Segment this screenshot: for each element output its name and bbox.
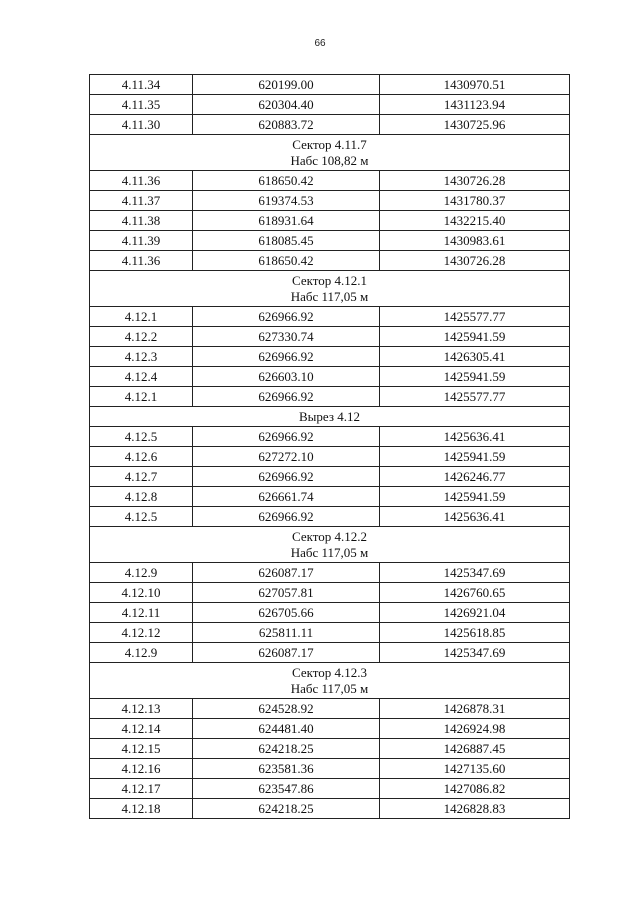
x-coordinate-cell: 618931.64 [193, 211, 380, 231]
y-coordinate-cell: 1425347.69 [380, 643, 570, 663]
y-coordinate-cell: 1430726.28 [380, 171, 570, 191]
point-id-cell: 4.12.5 [90, 507, 193, 527]
table-row [90, 75, 570, 95]
x-coordinate-cell: 626966.92 [193, 347, 380, 367]
x-coordinate-cell: 626966.92 [193, 427, 380, 447]
sector-header-cell [90, 663, 570, 699]
table-row [90, 699, 570, 719]
table-row [90, 779, 570, 799]
sector-header-row [90, 663, 570, 699]
y-coordinate-cell: 1425636.41 [380, 507, 570, 527]
table-row [90, 643, 570, 663]
point-id-cell: 4.11.35 [90, 95, 193, 115]
x-coordinate-cell: 626603.10 [193, 367, 380, 387]
x-coordinate-cell: 620304.40 [193, 95, 380, 115]
y-coordinate-cell: 1425941.59 [380, 327, 570, 347]
y-coordinate-cell: 1430983.61 [380, 231, 570, 251]
table-row [90, 307, 570, 327]
y-coordinate-cell: 1425941.59 [380, 447, 570, 467]
x-coordinate-cell: 626705.66 [193, 603, 380, 623]
x-coordinate-cell: 626966.92 [193, 307, 380, 327]
y-coordinate-cell: 1426305.41 [380, 347, 570, 367]
y-coordinate-cell: 1430725.96 [380, 115, 570, 135]
point-id-cell: 4.12.9 [90, 563, 193, 583]
point-id-cell: 4.11.30 [90, 115, 193, 135]
sector-height: Набс 117,05 м [290, 680, 369, 696]
y-coordinate-cell: 1426878.31 [380, 699, 570, 719]
x-coordinate-cell: 624218.25 [193, 799, 380, 819]
y-coordinate-cell: 1426246.77 [380, 467, 570, 487]
x-coordinate-cell: 624481.40 [193, 719, 380, 739]
y-coordinate-cell: 1425347.69 [380, 563, 570, 583]
sector-header-cell [90, 527, 570, 563]
sector-header-cell [90, 135, 570, 171]
point-id-cell: 4.12.2 [90, 327, 193, 347]
table-row [90, 251, 570, 271]
x-coordinate-cell: 619374.53 [193, 191, 380, 211]
y-coordinate-cell: 1426760.65 [380, 583, 570, 603]
sector-header-row [90, 135, 570, 171]
point-id-cell: 4.12.17 [90, 779, 193, 799]
table-row [90, 171, 570, 191]
table-row [90, 367, 570, 387]
x-coordinate-cell: 618085.45 [193, 231, 380, 251]
table-row [90, 799, 570, 819]
table-row [90, 603, 570, 623]
point-id-cell: 4.12.3 [90, 347, 193, 367]
point-id-cell: 4.12.11 [90, 603, 193, 623]
point-id-cell: 4.11.38 [90, 211, 193, 231]
table-row [90, 191, 570, 211]
y-coordinate-cell: 1431123.94 [380, 95, 570, 115]
point-id-cell: 4.12.16 [90, 759, 193, 779]
point-id-cell: 4.12.7 [90, 467, 193, 487]
table-row [90, 447, 570, 467]
x-coordinate-cell: 620883.72 [193, 115, 380, 135]
table-row [90, 719, 570, 739]
table-row [90, 467, 570, 487]
y-coordinate-cell: 1427135.60 [380, 759, 570, 779]
table-row [90, 347, 570, 367]
coordinates-table-body [90, 75, 570, 819]
table-row [90, 95, 570, 115]
y-coordinate-cell: 1425577.77 [380, 387, 570, 407]
y-coordinate-cell: 1425941.59 [380, 487, 570, 507]
y-coordinate-cell: 1432215.40 [380, 211, 570, 231]
x-coordinate-cell: 627057.81 [193, 583, 380, 603]
x-coordinate-cell: 627330.74 [193, 327, 380, 347]
x-coordinate-cell: 626966.92 [193, 387, 380, 407]
table-row [90, 231, 570, 251]
y-coordinate-cell: 1425618.85 [380, 623, 570, 643]
x-coordinate-cell: 626087.17 [193, 563, 380, 583]
point-id-cell: 4.11.39 [90, 231, 193, 251]
x-coordinate-cell: 623581.36 [193, 759, 380, 779]
point-id-cell: 4.12.1 [90, 387, 193, 407]
x-coordinate-cell: 626966.92 [193, 507, 380, 527]
y-coordinate-cell: 1426887.45 [380, 739, 570, 759]
table-row [90, 583, 570, 603]
point-id-cell: 4.12.15 [90, 739, 193, 759]
page-number: 66 [314, 38, 326, 49]
cutout-header-cell: Вырез 4.12 [90, 407, 570, 427]
table-row [90, 115, 570, 135]
x-coordinate-cell: 620199.00 [193, 75, 380, 95]
sector-header-cell [90, 271, 570, 307]
point-id-cell: 4.12.6 [90, 447, 193, 467]
x-coordinate-cell: 624218.25 [193, 739, 380, 759]
table-row [90, 327, 570, 347]
sector-title: Сектор 4.12.1 [291, 272, 367, 288]
x-coordinate-cell: 625811.11 [193, 623, 380, 643]
sector-title: Сектор 4.12.2 [291, 528, 367, 544]
y-coordinate-cell: 1430970.51 [380, 75, 570, 95]
x-coordinate-cell: 627272.10 [193, 447, 380, 467]
point-id-cell: 4.11.36 [90, 251, 193, 271]
point-id-cell: 4.12.5 [90, 427, 193, 447]
sector-header-row [90, 527, 570, 563]
sector-height: Набс 117,05 м [290, 544, 369, 560]
sector-title: Сектор 4.11.7 [292, 136, 367, 152]
y-coordinate-cell: 1430726.28 [380, 251, 570, 271]
y-coordinate-cell: 1427086.82 [380, 779, 570, 799]
table-row [90, 487, 570, 507]
point-id-cell: 4.12.13 [90, 699, 193, 719]
x-coordinate-cell: 624528.92 [193, 699, 380, 719]
point-id-cell: 4.12.12 [90, 623, 193, 643]
table-row [90, 623, 570, 643]
x-coordinate-cell: 618650.42 [193, 171, 380, 191]
table-row [90, 387, 570, 407]
point-id-cell: 4.12.4 [90, 367, 193, 387]
point-id-cell: 4.12.9 [90, 643, 193, 663]
sector-height: Набс 117,05 м [290, 288, 369, 304]
y-coordinate-cell: 1426921.04 [380, 603, 570, 623]
sector-header-row [90, 271, 570, 307]
point-id-cell: 4.12.10 [90, 583, 193, 603]
table-row [90, 507, 570, 527]
point-id-cell: 4.12.14 [90, 719, 193, 739]
sector-height: Набс 108,82 м [290, 152, 369, 168]
x-coordinate-cell: 626661.74 [193, 487, 380, 507]
x-coordinate-cell: 618650.42 [193, 251, 380, 271]
table-row [90, 563, 570, 583]
point-id-cell: 4.12.8 [90, 487, 193, 507]
y-coordinate-cell: 1425941.59 [380, 367, 570, 387]
y-coordinate-cell: 1426828.83 [380, 799, 570, 819]
x-coordinate-cell: 626966.92 [193, 467, 380, 487]
point-id-cell: 4.12.18 [90, 799, 193, 819]
table-row [90, 759, 570, 779]
cutout-header-row [90, 407, 570, 427]
table-row [90, 427, 570, 447]
y-coordinate-cell: 1431780.37 [380, 191, 570, 211]
y-coordinate-cell: 1426924.98 [380, 719, 570, 739]
point-id-cell: 4.12.1 [90, 307, 193, 327]
y-coordinate-cell: 1425636.41 [380, 427, 570, 447]
point-id-cell: 4.11.37 [90, 191, 193, 211]
point-id-cell: 4.11.34 [90, 75, 193, 95]
x-coordinate-cell: 623547.86 [193, 779, 380, 799]
coordinates-table [89, 74, 570, 819]
point-id-cell: 4.11.36 [90, 171, 193, 191]
table-row [90, 739, 570, 759]
y-coordinate-cell: 1425577.77 [380, 307, 570, 327]
table-row [90, 211, 570, 231]
sector-title: Сектор 4.12.3 [291, 664, 367, 680]
x-coordinate-cell: 626087.17 [193, 643, 380, 663]
